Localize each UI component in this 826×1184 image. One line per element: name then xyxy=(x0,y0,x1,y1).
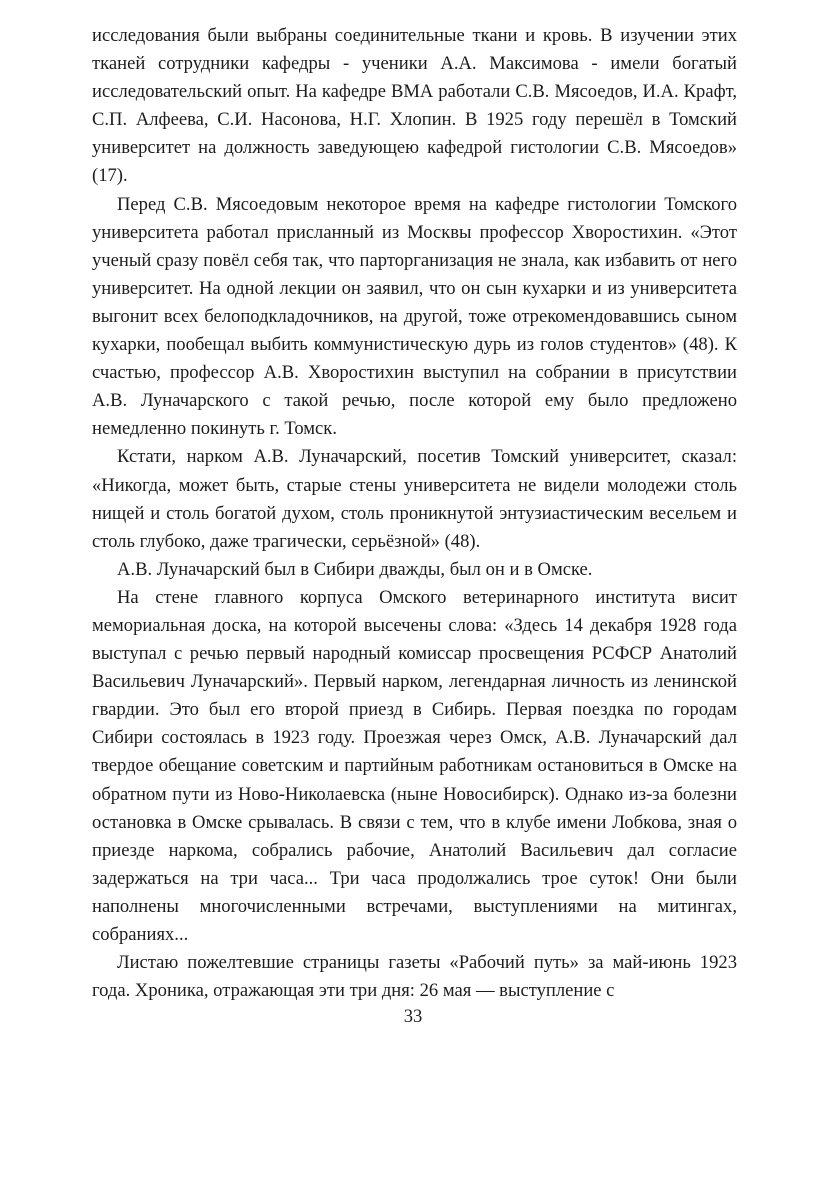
page-body xyxy=(92,22,737,1005)
page-number: 33 xyxy=(403,1006,423,1027)
paragraph-3: Кстати, нарком А.В. Луначарский, посетив Томский университет, сказал: «Никогда, может быть, старые стены университета не видели молодежи столь нищей и столь богатой духом, столь проникнутой энтузиастическим весельем и столь глубоко, даже трагически, серьёзной» (48). xyxy=(92,446,737,552)
paragraph-6: Листаю пожелтевшие страницы газеты «Рабочий путь» за май-июнь 1923 года. Хроника, отражающая эти три дня: 26 мая — выступление с xyxy=(92,952,737,1002)
paragraph-4: А.В. Луначарский был в Сибири дважды, был он и в Омске. xyxy=(117,558,593,580)
paragraph-5: На стене главного корпуса Омского ветеринарного института висит мемориальная доска, на которой высечены слова: «Здесь 14 декабря 1928 года выступал с речью первый народный комиссар просвещения РСФСР Анатолий Васильевич Луначарский». Первый нарком, легендарная личность из ленинской гвардии. Это был его второй приезд в Сибирь. Первая поездка по городам Сибири состоялась в 1923 году. Проезжая через Омск, А.В. Луначарский дал твердое обещание советским и партийным работникам остановиться в Омске на обратном пути из Ново-Николаевска (ныне Новосибирск). Однако из-за болезни остановка в Омске срывалась. В связи с тем, что в клубе имени Лобкова, зная о приезде наркома, собрались рабочие, Анатолий Васильевич дал согласие задержаться на три часа... Три часа продолжались трое суток! Они были наполнены многочисленными встречами, выступлениями на митингах, собраниях... xyxy=(92,586,737,945)
paragraph-1: исследования были выбраны соединительные ткани и кровь. В изучении этих тканей сотрудники кафедры - ученики А.А. Максимова - имели богатый исследовательский опыт. На кафедре ВМА работали С.В. Мясоедов, И.А. Крафт, С.П. Алфеева, С.И. Насонова, Н.Г. Хлопин. В 1925 году перешёл в Томский университет на должность заведующею кафедрой гистологии С.В. Мясоедов» (17). xyxy=(92,25,737,187)
paragraph-2: Перед С.В. Мясоедовым некоторое время на кафедре гистологии Томского университета работал присланный из Москвы профессор Хворостихин. «Этот ученый сразу повёл себя так, что парторганизация не знала, как избавить от него университет. На одной лекции он заявил, что он сын кухарки и из университета выгонит всех белоподкладочников, на другой, тоже отрекомендовавшись сыном кухарки, пообещал выбить коммунистическую дурь из голов студентов» (48). К счастью, профессор А.В. Хворостихин выступил на собрании в присутствии А.В. Луначарского с такой речью, после которой ему было предложено немедленно покинуть г. Томск. xyxy=(92,193,737,440)
